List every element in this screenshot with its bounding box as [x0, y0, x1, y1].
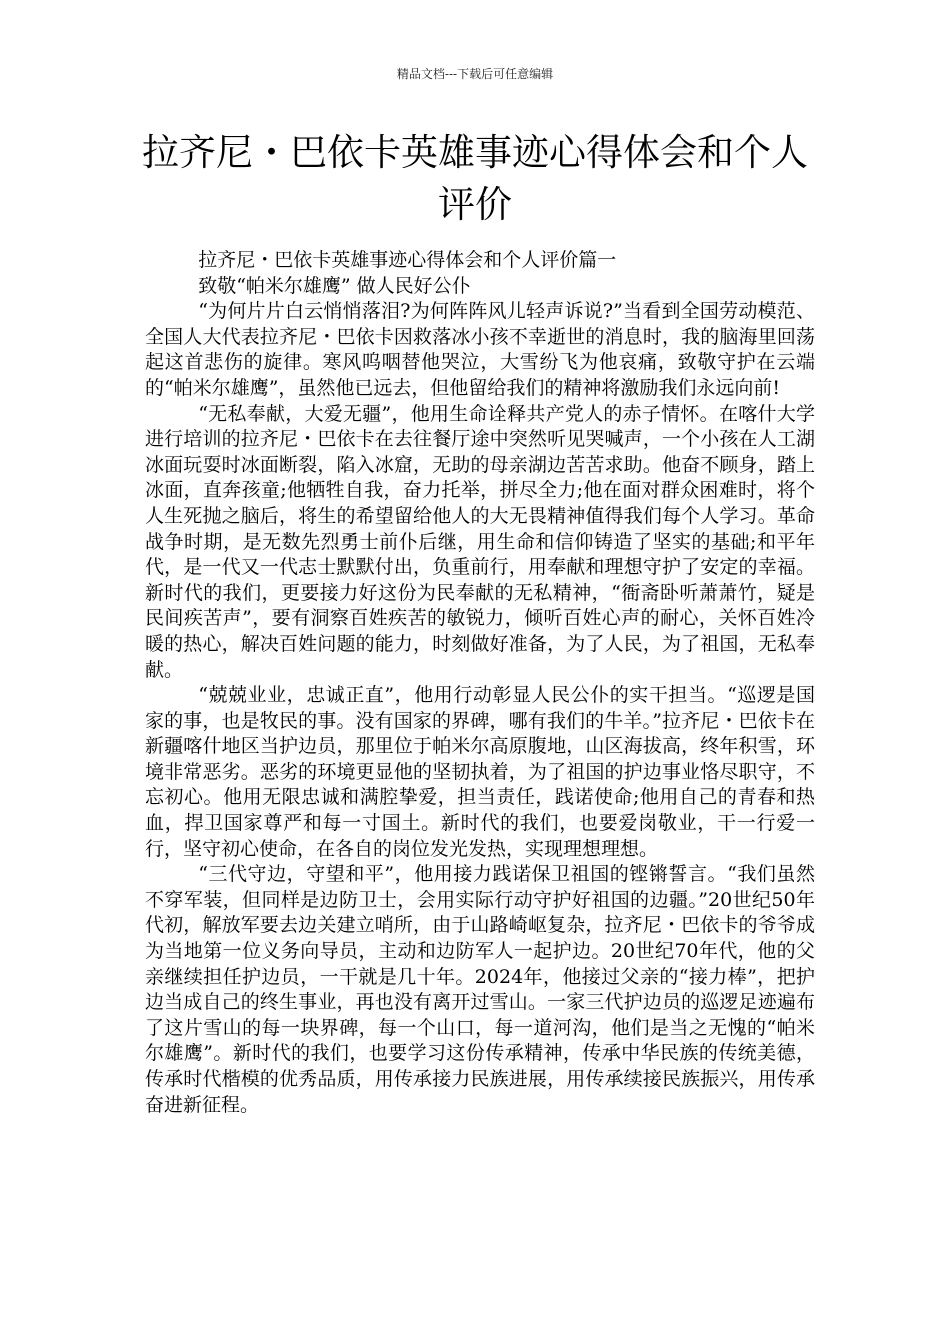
paragraph-4: “三代守边，守望和平”，他用接力践诺保卫祖国的铿锵誓言。“我们虽然不穿军装，但同样是边防卫士，会用实际行动守护好祖国的边疆。”20世纪50年代初，解放军要去边关建立哨所，由于山路崎岖复杂，拉齐尼・巴依卡的爷爷成为当地第一位义务向导员，主动和边防军人一起护边。20世纪70年代，他的父亲继续担任护边员，一干就是几十年。2024年，他接过父亲的“接力棒”，把护边当成自己的终生事业，再也没有离开过雪山。一家三代护边员的巡逻足迹遍布了这片雪山的每一块界碑，每一个山口，每一道河沟，他们是当之无愧的“帕米尔雄鹰”。新时代的我们，也要学习这份传承精神，传承中华民族的传统美德，传承时代楷模的优秀品质，用传承接力民族进展，用传承续接民族振兴，用传承奋进新征程。 [145, 863, 815, 1116]
paragraph-1: “为何片片白云悄悄落泪?为何阵阵风儿轻声诉说?”当看到全国劳动模范、全国人大代表拉齐尼・巴依卡因救落冰小孩不幸逝世的消息时，我的脑海里回荡起这首悲伤的旋律。寒风呜咽替他哭泣，大雪纷飞为他哀痛，致敬守护在云端的“帕米尔雄鹰”，虽然他已远去，但他留给我们的精神将激励我们永远向前! [145, 300, 815, 399]
document-body [145, 248, 815, 1118]
section-subheading: 致敬“帕米尔雄鹰” 做人民好公仆 [198, 274, 471, 297]
paragraph-2: “无私奉献，大爱无疆”，他用生命诠释共产党人的赤子情怀。在喀什大学进行培训的拉齐尼・巴依卡在去往餐厅途中突然听见哭喊声，一个小孩在人工湖冰面玩耍时冰面断裂，陷入冰窟，无助的母亲湖边苦苦求助。他奋不顾身，踏上冰面，直奔孩童;他牺牲自我，奋力托举，拼尽全力;他在面对群众困难时，将个人生死抛之脑后，将生的希望留给他人的大无畏精神值得我们每个人学习。革命战争时期，是无数先烈勇士前仆后继，用生命和信仰铸造了坚实的基础;和平年代，是一代又一代志士默默付出，负重前行，用奉献和理想守护了安定的幸福。新时代的我们，更要接力好这份为民奉献的无私精神，“衙斋卧听萧萧竹，疑是民间疾苦声”，要有洞察百姓疾苦的敏锐力，倾听百姓心声的耐心，关怀百姓冷暖的热心，解决百姓问题的能力，时刻做好准备，为了人民，为了祖国，无私奉献。 [145, 402, 815, 681]
section-heading: 拉齐尼・巴依卡英雄事迹心得体会和个人评价篇一 [198, 249, 617, 271]
header-note: 精品文档---下载后可任意编辑 [396, 67, 554, 81]
document-title: 拉齐尼・巴依卡英雄事迹心得体会和个人评价 [142, 131, 808, 226]
paragraph-3: “兢兢业业，忠诚正直”，他用行动彰显人民公仆的实干担当。“巡逻是国家的事，也是牧民的事。没有国家的界碑，哪有我们的牛羊。”拉齐尼・巴依卡在新疆喀什地区当护边员，那里位于帕米尔高原腹地，山区海拔高，终年积雪，环境非常恶劣。恶劣的环境更显他的坚韧执着，为了祖国的护边事业恪尽职守，不忘初心。他用无限忠诚和满腔挚爱，担当责任，践诺使命;他用自己的青春和热血，捍卫国家尊严和每一寸国土。新时代的我们，也要爱岗敬业，干一行爱一行，坚守初心使命，在各自的岗位发光发热，实现理想理想。 [145, 684, 815, 860]
